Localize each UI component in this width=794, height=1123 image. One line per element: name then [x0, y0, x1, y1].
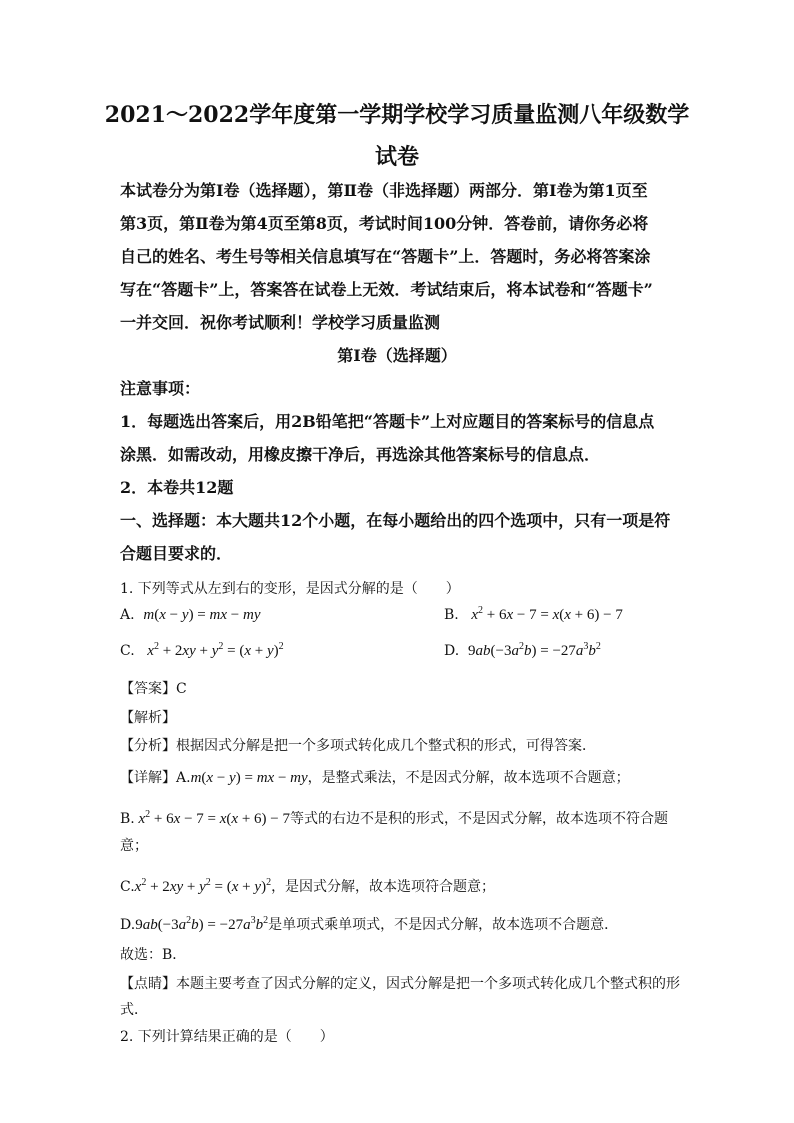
notice-item-1a: 1．每题选出答案后，用2B铅笔把“答题卡”上对应题目的答案标号的信息点: [120, 412, 655, 431]
q1-stem: 1. 下列等式从左到右的变形，是因式分解的是（ ）: [120, 581, 460, 597]
q1-dianjing-b: 式．: [120, 1002, 148, 1018]
q1-detail-c-suffix: ，是因式分解，故本选项符合题意；: [271, 879, 496, 895]
q1-option-a-label: A.: [120, 607, 135, 623]
q1-detail-d-suffix: 是单项式乘单项式，不是因式分解，故本选项不合题意．: [268, 917, 619, 933]
q1-detail-b-formula: $x^2 + 6x - 7 = x(x + 6) - 7$: [134, 809, 290, 827]
section-heading-b: 合题目要求的．: [120, 544, 233, 563]
intro-line-5: 一并交回．祝你考试顺利！学校学习质量监测: [120, 313, 441, 332]
exam-title-line1: 2021～2022学年度第一学期学校学习质量监测八年级数学: [104, 102, 690, 128]
intro-line-3: 自己的姓名、考生号等相关信息填写在“答题卡”上．答题时，务必将答案涂: [120, 247, 651, 266]
part1-title: 第Ⅰ卷（选择题）: [337, 346, 457, 365]
q1-detail-a-formula: m(x − y) = mx − my: [190, 770, 308, 786]
q1-detail-c-formula: $x^2 + 2xy + y^2 = (x + y)^2$: [134, 877, 272, 895]
q1-detail-d-formula: $9ab(-3a^2b) = -27a^3b^2$: [135, 915, 269, 933]
q1-option-c: [120, 640, 284, 660]
q1-detail-d: [120, 914, 618, 934]
q1-option-d-label: D.: [444, 643, 460, 659]
notice-item-1b: 涂黑．如需改动，用橡皮擦干净后，再选涂其他答案标号的信息点．: [120, 445, 601, 464]
q1-option-d: [444, 640, 601, 660]
q1-option-b: [444, 604, 623, 624]
q1-option-c-formula: $x^2 + 2xy + y^2 = (x + y)^2$: [139, 641, 284, 659]
q1-conclusion: 故选：B．: [120, 947, 187, 963]
q1-option-c-label: C.: [120, 643, 135, 659]
q1-detail-d-prefix: D.: [120, 917, 136, 933]
q1-detail-a-prefix: 【详解】A.: [120, 770, 191, 786]
q1-option-a: [120, 604, 261, 624]
q1-answer: 【答案】C: [120, 681, 187, 697]
section-heading-a: 一、选择题：本大题共12个小题，在每小题给出的四个选项中，只有一项是符: [120, 511, 671, 530]
q1-option-a-formula: m(x − y) = mx − my: [139, 607, 261, 623]
q1-detail-b-prefix: B.: [120, 811, 135, 827]
intro-line-1: 本试卷分为第Ⅰ卷（选择题），第Ⅱ卷（非选择题）两部分．第Ⅰ卷为第1页至: [120, 181, 648, 200]
q1-detail-b-cont: 意；: [120, 838, 148, 854]
q1-fenxi: 【分析】根据因式分解是把一个多项式转化成几个整式积的形式，可得答案．: [120, 738, 596, 754]
q1-detail-b-suffix: 等式的右边不是积的形式，不是因式分解，故本选项不符合题: [290, 811, 668, 827]
q1-detail-c: [120, 876, 495, 896]
q1-analysis-tag: 【解析】: [120, 710, 176, 726]
q1-option-b-formula: $x^2 + 6x - 7 = x(x + 6) - 7$: [463, 605, 623, 623]
q2-stem: 2. 下列计算结果正确的是（ ）: [120, 1029, 334, 1045]
notice-title: 注意事项：: [120, 379, 201, 398]
q1-detail-a-suffix: ，是整式乘法，不是因式分解，故本选项不合题意；: [307, 770, 630, 786]
q1-detail-c-prefix: C.: [120, 879, 135, 895]
intro-line-4: 写在“答题卡”上，答案答在试卷上无效．考试结束后，将本试卷和“答题卡”: [120, 280, 653, 299]
q1-dianjing-a: 【点睛】本题主要考查了因式分解的定义，因式分解是把一个多项式转化成几个整式积的形: [120, 976, 680, 992]
intro-line-2: 第3页，第Ⅱ卷为第4页至第8页，考试时间100分钟．答卷前，请你务必将: [120, 214, 649, 233]
q1-detail-b: [120, 808, 668, 828]
q1-detail-a: [120, 767, 630, 787]
q1-option-d-formula: $9ab(-3a^2b) = -27a^3b^2$: [468, 641, 601, 659]
notice-item-2: 2．本卷共12题: [120, 478, 234, 497]
q1-option-b-label: B.: [444, 607, 459, 623]
exam-title-line2: 试卷: [374, 144, 419, 170]
